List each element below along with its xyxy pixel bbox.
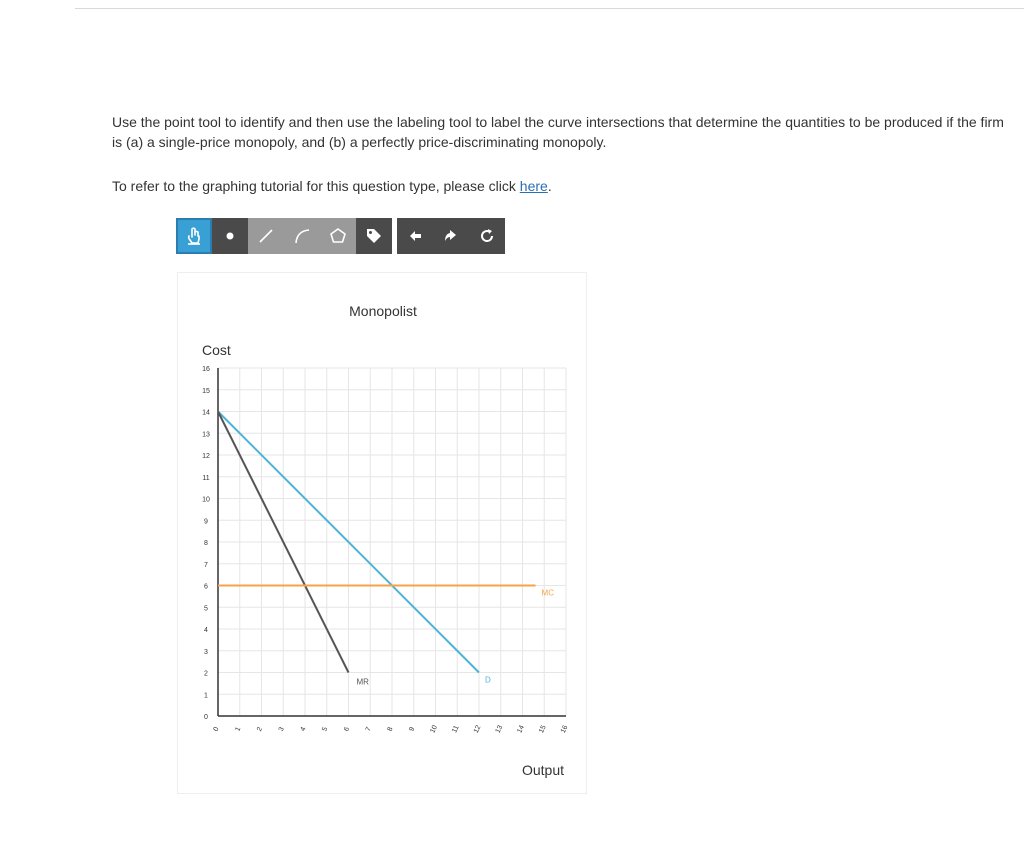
- undo-arrow-icon: [405, 226, 425, 246]
- tutorial-link[interactable]: here: [519, 178, 548, 194]
- monopolist-chart[interactable]: [178, 273, 588, 795]
- graph-panel[interactable]: [177, 272, 587, 794]
- redo-arrow-icon: [441, 226, 461, 246]
- curve-label-mr: MR: [356, 677, 369, 687]
- x-tick-label: 2: [256, 726, 265, 733]
- x-tick-label: 9: [408, 726, 417, 733]
- x-tick-label: 12: [472, 724, 483, 735]
- x-axis-label: Output: [521, 762, 564, 778]
- y-tick-label: 0: [204, 714, 208, 721]
- x-tick-label: 14: [516, 724, 526, 735]
- x-tick-label: 11: [451, 724, 461, 735]
- y-tick-label: 15: [202, 387, 210, 395]
- y-tick-label: 10: [202, 496, 210, 504]
- y-tick-label: 1: [204, 692, 208, 700]
- x-tick-label: 15: [538, 724, 548, 735]
- y-tick-label: 11: [202, 474, 210, 482]
- graph-toolbar: [176, 218, 505, 254]
- y-tick-label: 6: [204, 583, 208, 591]
- undo-button[interactable]: [397, 218, 433, 254]
- polygon-icon: [328, 226, 348, 246]
- chart-title: Monopolist: [349, 303, 417, 319]
- y-tick-label: 2: [204, 670, 208, 678]
- x-tick-label: 0: [212, 726, 221, 733]
- top-divider: [75, 8, 1024, 9]
- reset-icon: [477, 226, 497, 246]
- y-tick-label: 8: [204, 540, 208, 547]
- point-tool[interactable]: [212, 218, 248, 254]
- y-tick-label: 7: [204, 561, 208, 569]
- curve-label-mc: MC: [541, 588, 555, 598]
- curve-tool[interactable]: [284, 218, 320, 254]
- redo-button[interactable]: [433, 218, 469, 254]
- polygon-tool[interactable]: [320, 218, 356, 254]
- x-tick-label: 1: [234, 726, 243, 733]
- pointer-hand-icon: [184, 226, 204, 246]
- x-tick-label: 8: [386, 726, 395, 733]
- y-tick-label: 5: [204, 605, 208, 613]
- reset-button[interactable]: [469, 218, 505, 254]
- y-tick-label: 9: [204, 518, 208, 526]
- line-tool[interactable]: [248, 218, 284, 254]
- y-axis-label: Cost: [202, 342, 231, 358]
- label-tool[interactable]: [356, 218, 392, 254]
- x-tick-label: 3: [277, 726, 286, 733]
- x-tick-label: 5: [321, 726, 330, 733]
- tutorial-suffix: .: [547, 178, 552, 194]
- curve-icon: [292, 226, 312, 246]
- tutorial-line: [112, 178, 552, 194]
- y-tick-label: 12: [202, 453, 210, 460]
- y-tick-label: 13: [202, 431, 210, 439]
- tutorial-prefix: To refer to the graphing tutorial for this question type, please click: [112, 178, 520, 194]
- y-tick-label: 3: [204, 648, 208, 656]
- y-tick-label: 14: [202, 409, 210, 417]
- pointer-tool[interactable]: [176, 218, 212, 254]
- point-icon: [220, 226, 240, 246]
- curve-label-d: D: [485, 675, 491, 685]
- instructions-text: Use the point tool to identify and then use the labeling tool to label the curve intersections that determine the quantities to be produced if the firm is (a) a single-price monopoly, and (b) a perfectly price-discriminating monopoly.: [112, 114, 1004, 150]
- y-tick-label: 4: [204, 627, 208, 634]
- x-tick-label: 4: [299, 726, 308, 733]
- x-tick-label: 10: [429, 724, 439, 735]
- tag-icon: [364, 226, 384, 246]
- x-tick-label: 13: [494, 724, 505, 735]
- x-tick-label: 6: [343, 726, 352, 733]
- y-tick-label: 16: [202, 366, 210, 373]
- x-tick-label: 16: [559, 724, 570, 735]
- x-tick-label: 7: [364, 726, 373, 733]
- line-icon: [256, 226, 276, 246]
